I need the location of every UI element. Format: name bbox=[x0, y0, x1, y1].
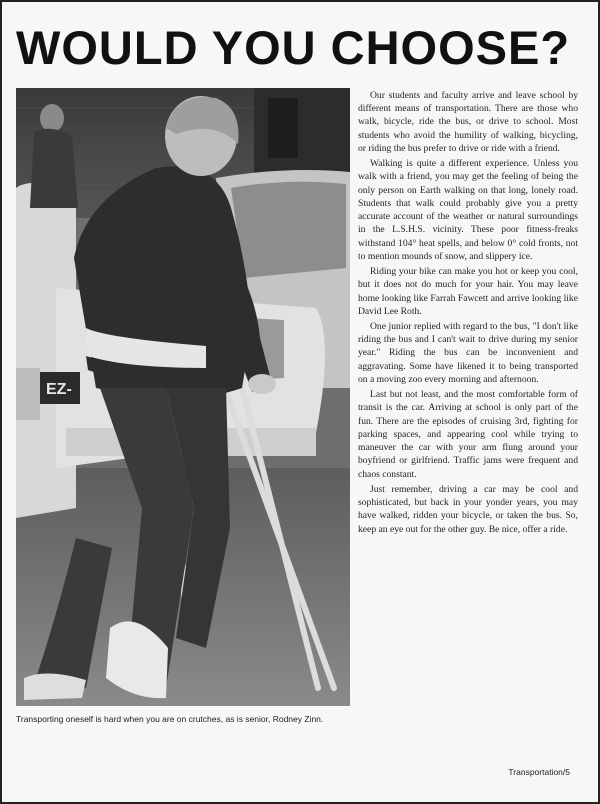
article-paragraph: Just remember, driving a car may be cool and sophisticated, but back in your yonder years, you may have walked, ridden your bicycle, or taken the bus. So, keep an eye out for the other guy. Be nice, offer a ride. bbox=[358, 483, 578, 535]
page-footer: Transportation/5 bbox=[508, 767, 570, 777]
license-plate-text: EZ- bbox=[46, 381, 72, 398]
article-paragraph: Last but not least, and the most comfortable form of transit is the car. Arriving at school is only part of the fun. There are the episodes of cruising 3rd, fighting for parking spaces, and appearing cool while trying to maneuver the car with your arm flung around your boyfriend or girlfriend. Traffic jams were frequent and chaos constant. bbox=[358, 389, 578, 480]
page-title: WOULD YOU CHOOSE? bbox=[16, 21, 571, 74]
article-paragraph: Walking is quite a different experience. Unless you walk with a friend, you may get the feeling of being the only person on Earth walking on that long, lonely road. Students that walk could probably give you a pretty accurate account of the weather or natural surroundings in the L.S.H.S. vicinity. These poor fitness-freaks withstand 104° heat spells, and below 0° cold fronts, not to mention mounds of snow, and slippery ice. bbox=[358, 158, 578, 262]
article-paragraph: One junior replied with regard to the bus, "I don't like riding the bus and I can't wait to drive during my senior year." Riding the bus can be inconvenient and aggravating. Some have likened it to being transported on a moving zoo every morning and afternoon. bbox=[358, 320, 578, 385]
photo-caption: Transporting oneself is hard when you are on crutches, as is senior, Rodney Zinn. bbox=[16, 714, 324, 724]
article-text bbox=[358, 89, 578, 538]
article-paragraph: Our students and faculty arrive and leave school by different means of transportation. There are those who walk, bicycle, ride the bus, or drive to school. Most students who avoid the humility of walking, bicycling, or riding the bus prefer to drive or ride with a friend. bbox=[358, 90, 578, 154]
article-paragraph: Riding your bike can make you hot or keep you cool, but it does not do much for your hair. You may leave home looking like Farrah Fawcett and arrive looking like David Lee Roth. bbox=[358, 266, 578, 317]
student-on-crutches-photo bbox=[16, 88, 350, 706]
